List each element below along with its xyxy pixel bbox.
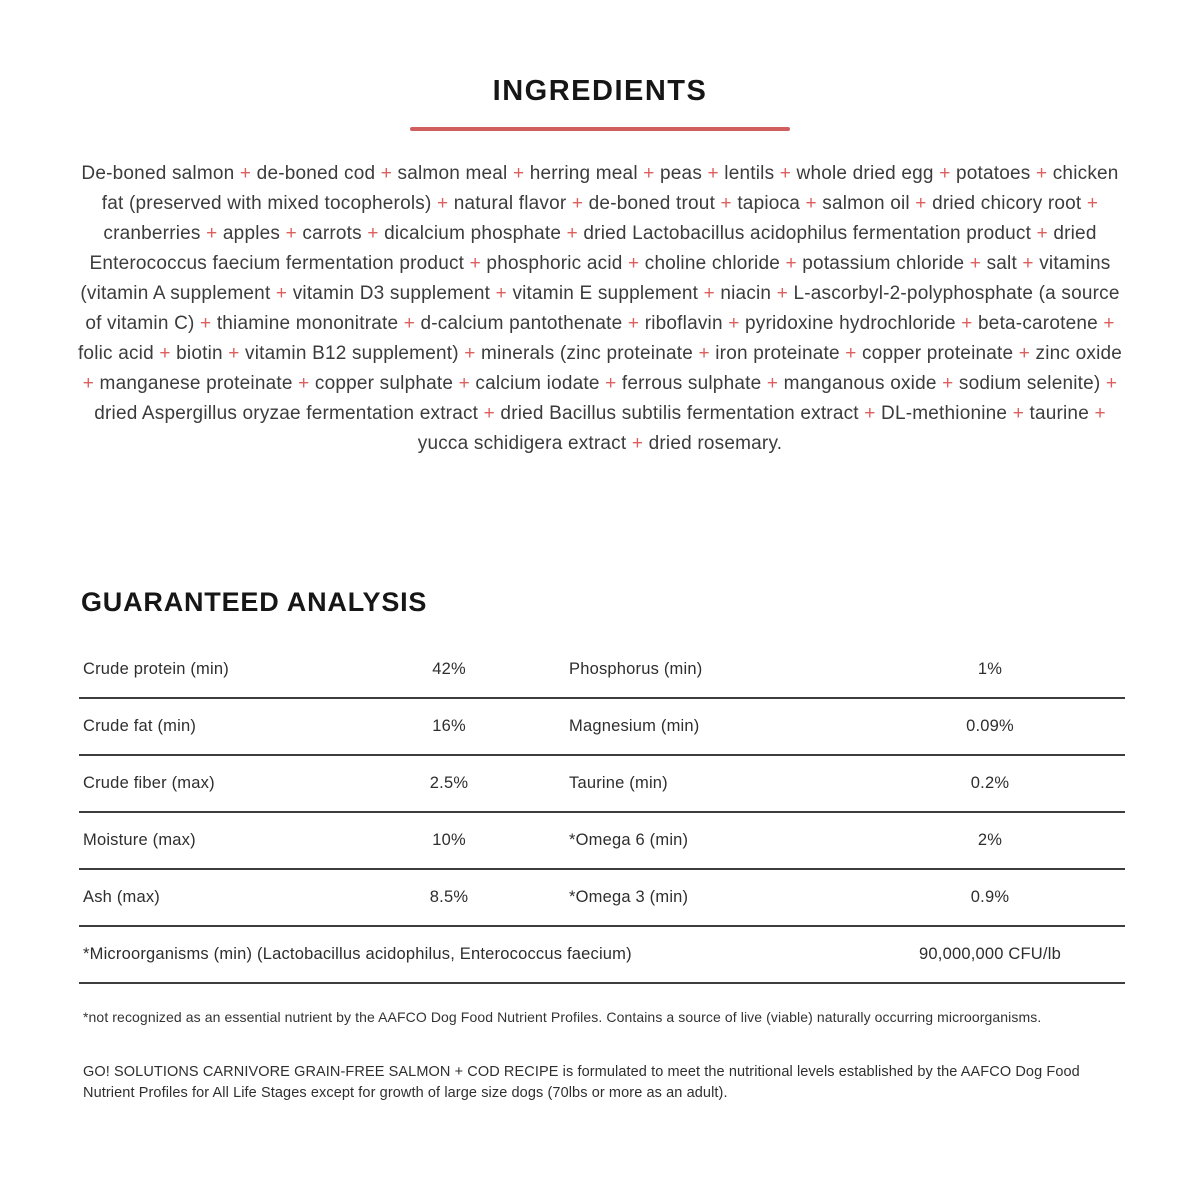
ingredient-item: manganese proteinate: [99, 373, 293, 394]
plus-separator: +: [605, 373, 617, 394]
ingredient-item: whole dried egg: [796, 163, 934, 184]
nutrient-value-right: 0.9%: [970, 888, 1010, 906]
plus-separator: +: [82, 373, 95, 394]
ingredient-item: zinc oxide: [1035, 343, 1123, 364]
plus-separator: +: [458, 373, 470, 394]
plus-separator: +: [1105, 373, 1118, 394]
nutrient-value-right: 0.2%: [970, 774, 1010, 792]
ingredient-item: De-boned salmon: [81, 163, 235, 184]
guaranteed-analysis-title: GUARANTEED ANALYSIS: [81, 587, 428, 617]
nutrient-label-left: Moisture (max): [83, 831, 196, 849]
plus-separator: +: [206, 223, 218, 244]
ingredient-item: potassium chloride: [802, 253, 965, 274]
ingredient-item: salmon oil: [822, 193, 910, 214]
ingredient-item: de-boned trout: [588, 193, 716, 214]
ingredient-item: salmon meal: [397, 163, 508, 184]
nutrient-value-right: 2%: [977, 831, 1003, 849]
plus-separator: +: [239, 163, 252, 184]
plus-separator: +: [1018, 343, 1031, 364]
plus-separator: +: [464, 343, 476, 364]
ingredient-item: copper sulphate: [314, 373, 454, 394]
plus-separator: +: [728, 313, 740, 334]
ingredients-header: [75, 75, 1125, 131]
plus-separator: +: [285, 223, 297, 244]
plus-separator: +: [571, 193, 584, 214]
plus-separator: +: [1103, 313, 1115, 334]
ingredient-item: sodium selenite): [958, 373, 1101, 394]
plus-separator: +: [298, 373, 310, 394]
ingredient-item: beta-carotene: [978, 313, 1098, 334]
ingredient-item: dicalcium phosphate: [384, 223, 562, 244]
plus-separator: +: [939, 163, 951, 184]
plus-separator: +: [776, 283, 788, 304]
plus-separator: +: [969, 253, 982, 274]
nutrient-value-left: 2.5%: [429, 774, 469, 792]
plus-separator: +: [961, 313, 973, 334]
ingredient-item: L-ascorbyl-2-polyphosphate (a source of vitamin C): [85, 283, 1120, 334]
plus-separator: +: [915, 193, 927, 214]
ingredient-item: potatoes: [955, 163, 1031, 184]
plus-separator: +: [845, 343, 857, 364]
ingredient-item: cranberries: [103, 223, 201, 244]
ingredient-item: vitamins (vitamin A supplement: [80, 253, 1111, 304]
plus-separator: +: [779, 163, 792, 184]
ingredient-item: carrots: [302, 223, 362, 244]
plus-separator: +: [200, 313, 212, 334]
plus-separator: +: [698, 343, 710, 364]
ingredient-item: peas: [660, 163, 703, 184]
plus-separator: +: [1022, 253, 1034, 274]
plus-separator: +: [864, 403, 876, 424]
plus-separator: +: [436, 193, 449, 214]
ingredient-item: d-calcium pantothenate: [420, 313, 623, 334]
analysis-row: [79, 642, 1125, 699]
nutrient-label-left: Crude fiber (max): [83, 774, 215, 792]
plus-separator: +: [1094, 403, 1106, 424]
plus-separator: +: [403, 313, 416, 334]
plus-separator: +: [228, 343, 240, 364]
analysis-table: [79, 642, 1125, 984]
plus-separator: +: [627, 313, 640, 334]
ingredient-item: dried chicory root: [932, 193, 1082, 214]
nutrient-value-right: 1%: [977, 660, 1003, 678]
plus-separator: +: [1036, 223, 1048, 244]
plus-separator: +: [628, 253, 640, 274]
analysis-row: [79, 870, 1125, 927]
plus-separator: +: [367, 223, 379, 244]
nutrient-value-left: 8.5%: [429, 888, 469, 906]
plus-separator: +: [703, 283, 715, 304]
nutrient-label-right: *Omega 6 (min): [569, 831, 689, 849]
ingredient-item: dried Lactobacillus acidophilus fermentation product: [583, 223, 1032, 244]
ingredient-item: riboflavin: [644, 313, 723, 334]
plus-separator: +: [643, 163, 655, 184]
ingredient-item: dried Bacillus subtilis fermentation extract: [500, 403, 859, 424]
ingredient-item: yucca schidigera extract: [417, 433, 627, 454]
ingredient-item: calcium iodate: [475, 373, 600, 394]
ingredient-item: biotin: [176, 343, 223, 364]
ingredient-item: DL-methionine: [881, 403, 1008, 424]
ingredient-item: minerals (zinc proteinate: [481, 343, 693, 364]
nutrient-value-left: 10%: [432, 831, 466, 849]
nutrient-value-left: 16%: [432, 717, 466, 735]
plus-separator: +: [631, 433, 644, 454]
ingredient-item: copper proteinate: [861, 343, 1014, 364]
ingredient-item: natural flavor: [453, 193, 567, 214]
ingredient-item: salt: [986, 253, 1017, 274]
plus-separator: +: [1086, 193, 1099, 214]
nutrient-label-left: Crude protein (min): [83, 660, 229, 678]
plus-separator: +: [483, 403, 495, 424]
ingredient-item: niacin: [720, 283, 772, 304]
microorganisms-value: 90,000,000 CFU/lb: [919, 945, 1061, 963]
plus-separator: +: [469, 253, 481, 274]
nutrient-label-left: Crude fat (min): [83, 717, 197, 735]
ingredient-item: lentils: [724, 163, 775, 184]
ingredient-item: phosphoric acid: [486, 253, 623, 274]
title-underline-rule: [410, 127, 790, 131]
ingredient-item: herring meal: [529, 163, 638, 184]
ingredient-item: folic acid: [77, 343, 154, 364]
ingredient-item: de-boned cod: [256, 163, 376, 184]
ingredient-item: iron proteinate: [715, 343, 840, 364]
ingredient-item: vitamin B12 supplement): [245, 343, 459, 364]
ingredient-item: apples: [222, 223, 281, 244]
plus-separator: +: [1035, 163, 1048, 184]
ingredient-item: tapioca: [737, 193, 800, 214]
nutrient-label-right: Taurine (min): [569, 774, 668, 792]
plus-separator: +: [720, 193, 732, 214]
ingredient-item: choline chloride: [644, 253, 781, 274]
ingredient-item: vitamin D3 supplement: [292, 283, 491, 304]
ingredient-item: taurine: [1029, 403, 1089, 424]
plus-separator: +: [566, 223, 578, 244]
analysis-row: [79, 756, 1125, 813]
ingredient-item: pyridoxine hydrochloride: [745, 313, 956, 334]
plus-separator: +: [707, 163, 719, 184]
plus-separator: +: [512, 163, 525, 184]
ingredient-item: manganous oxide: [783, 373, 937, 394]
plus-separator: +: [1012, 403, 1024, 424]
plus-separator: +: [380, 163, 393, 184]
nutrient-label-right: *Omega 3 (min): [569, 888, 689, 906]
ingredient-item: vitamin E supplement: [512, 283, 699, 304]
plus-separator: +: [495, 283, 507, 304]
plus-separator: +: [785, 253, 797, 274]
plus-separator: +: [942, 373, 954, 394]
nutrient-value-left: 42%: [432, 660, 466, 678]
nutrient-value-right: 0.09%: [966, 717, 1014, 735]
analysis-row: [79, 813, 1125, 870]
microorganisms-label: *Microorganisms (min) (Lactobacillus acidophilus, Enterococcus faecium): [83, 945, 632, 963]
ingredient-item: chicken fat (preserved with mixed tocopherols): [101, 163, 1119, 214]
ingredient-item: thiamine mononitrate: [216, 313, 399, 334]
ingredient-item: dried Enterococcus faecium fermentation product: [89, 223, 1097, 274]
aafco-footnote: *not recognized as an essential nutrient by the AAFCO Dog Food Nutrient Profiles. Contains a source of live (viable) naturally occurring microorganisms.: [83, 1009, 1042, 1025]
ingredient-item: dried Aspergillus oryzae fermentation extract: [94, 403, 479, 424]
ingredient-item: dried rosemary.: [648, 433, 783, 454]
analysis-row: [79, 699, 1125, 756]
plus-separator: +: [805, 193, 817, 214]
formulation-statement: GO! SOLUTIONS CARNIVORE GRAIN-FREE SALMON + COD RECIPE is formulated to meet the nutritional levels established by the AAFCO Dog Food Nutrient Profiles for All Life Stages except for growth of large size dogs (70lbs or more as an adult).: [83, 1064, 1080, 1101]
ingredients-text: [75, 159, 1125, 459]
nutrient-label-left: Ash (max): [83, 888, 160, 906]
ingredient-item: ferrous sulphate: [621, 373, 762, 394]
microorganisms-row: [79, 927, 1125, 984]
plus-separator: +: [159, 343, 171, 364]
plus-separator: +: [766, 373, 779, 394]
nutrient-label-right: Magnesium (min): [569, 717, 700, 735]
ingredients-title: INGREDIENTS: [492, 75, 708, 107]
nutrient-label-right: Phosphorus (min): [569, 660, 703, 678]
plus-separator: +: [275, 283, 288, 304]
